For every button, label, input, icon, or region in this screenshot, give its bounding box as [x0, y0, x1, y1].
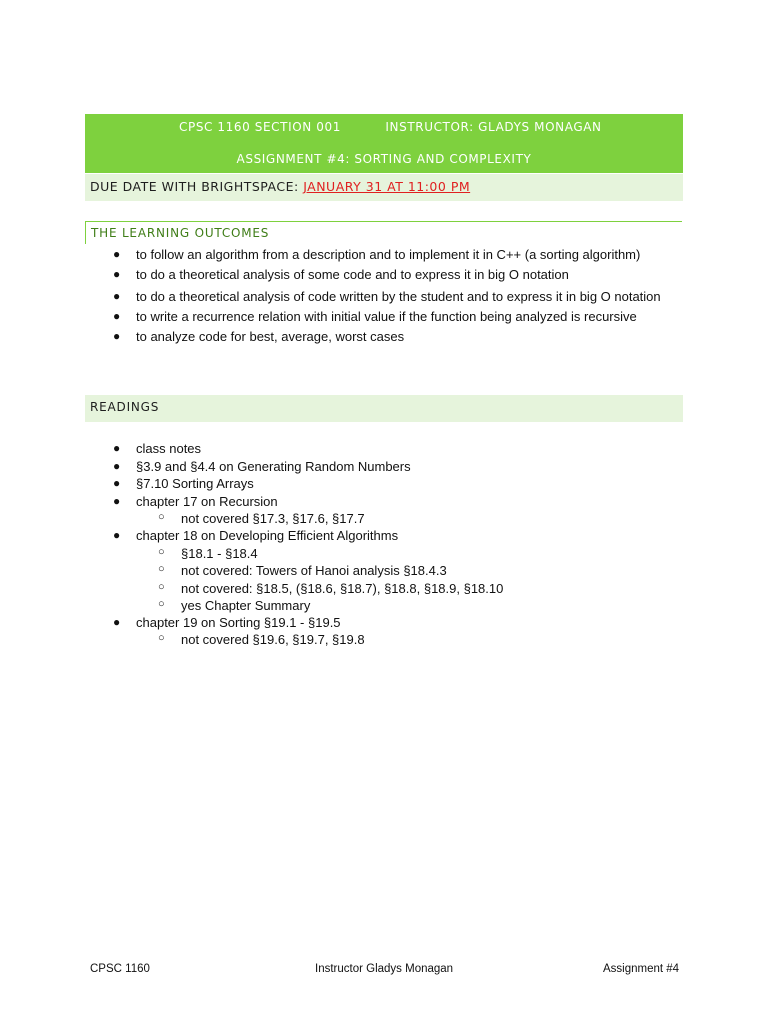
bullet-icon: ●: [113, 476, 121, 490]
bullet-icon: ●: [113, 528, 121, 542]
bullet-icon: ●: [113, 459, 121, 473]
readings-heading: [85, 395, 683, 422]
learning-outcomes-heading: [85, 221, 682, 244]
footer-center: Instructor Gladys Monagan: [315, 963, 454, 975]
circle-bullet-icon: ○: [158, 511, 165, 523]
circle-bullet-icon: ○: [158, 598, 165, 610]
header-banner: [85, 114, 683, 173]
footer-right: Assignment #4: [603, 963, 680, 975]
instructor-title: INSTRUCTOR: GLADYS MONAGAN: [385, 120, 602, 134]
bullet-icon: ●: [113, 494, 121, 508]
circle-bullet-icon: ○: [158, 632, 165, 644]
learning-outcomes-title: THE LEARNING OUTCOMES: [91, 226, 270, 240]
circle-bullet-icon: ○: [158, 581, 165, 593]
bullet-icon: ●: [113, 615, 121, 629]
banner-line-1: [179, 120, 602, 134]
circle-bullet-icon: ○: [158, 546, 165, 558]
footer-left: CPSC 1160: [90, 963, 150, 975]
bullet-icon: ●: [113, 441, 121, 455]
bullet-icon: ●: [113, 247, 121, 261]
bullet-icon: ●: [113, 267, 121, 281]
course-title: CPSC 1160 SECTION 001: [179, 120, 341, 134]
readings-title: READINGS: [90, 400, 160, 414]
due-date-bar: [85, 174, 683, 201]
bullet-icon: ●: [113, 329, 121, 343]
due-date-text: [90, 179, 470, 194]
bullet-icon: ●: [113, 289, 121, 303]
bullet-icon: ●: [113, 309, 121, 323]
circle-bullet-icon: ○: [158, 563, 165, 575]
assignment-title: ASSIGNMENT #4: SORTING AND COMPLEXITY: [236, 152, 532, 166]
due-date-value[interactable]: JANUARY 31 AT 11:00 PM: [303, 179, 471, 194]
due-date-label: DUE DATE WITH BRIGHTSPACE:: [90, 179, 304, 194]
